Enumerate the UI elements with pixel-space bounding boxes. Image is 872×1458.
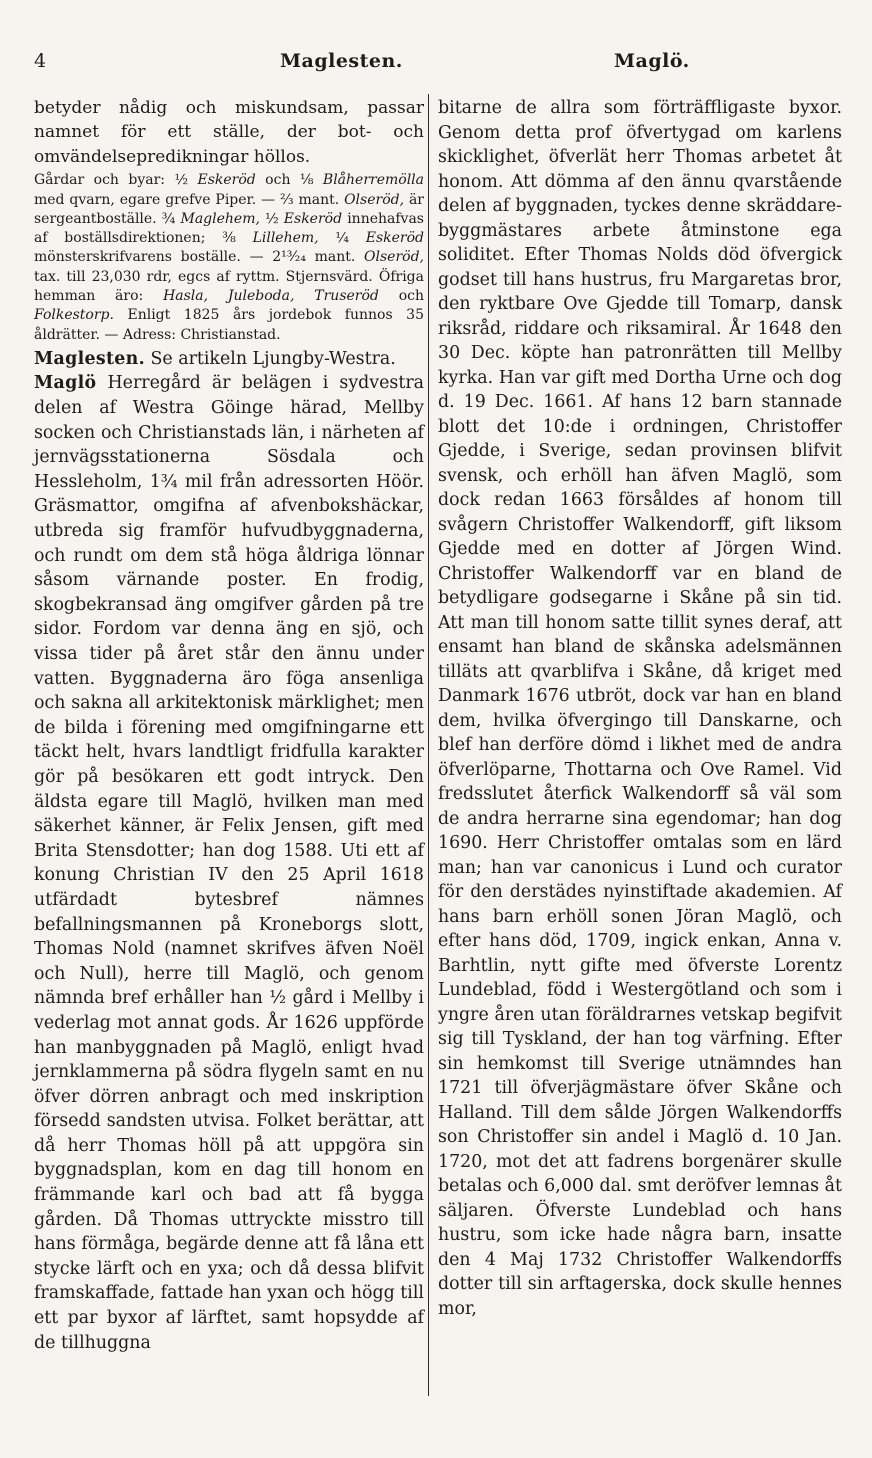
farms-text: mönsterskrifvarens boställe. — 2¹³⁄₂₄ mant.: [34, 249, 365, 266]
farm-name: Eskeröd: [365, 230, 424, 247]
farms-text: innehafvas af boställsdirektionen; ⅜: [34, 210, 424, 247]
maglesten-entry: [34, 347, 424, 372]
farms-text: Gårdar och byar: ½: [34, 172, 198, 189]
farm-name: Folkestorp.: [34, 307, 114, 324]
farms-paragraph: [34, 171, 424, 345]
farms-text: Enligt 1825 års jordebok funnos 35 åldrätter. — Adress: Christianstad.: [34, 307, 424, 343]
farms-text: ¼: [318, 230, 366, 247]
maglesten-text: Se artikeln Ljungby-Westra.: [144, 348, 396, 369]
maglo-text: Herregård är belägen i sydvestra delen af Westra Göinge härad, Mellby socken och Christianstads län, i närheten af jernvägsstationerna Sösdala och Hessleholm, 1¾ mil från adressorten Höör. Gräsmattor, omgifna af afvenbokshäckar, utbreda sig framför hufvudbyggnaderna, och rundt om dem stå höga åldriga lönnar såsom värnande poster. En frodig, skogbekransad äng omgifver gården på tre sidor. Fordom var denna äng en sjö, och vissa tider på året står den ännu under vatten. Byggnaderna äro föga ansenliga och sakna all arkitektonisk märklighet; men de bilda i förening med omgifningarne ett täckt helt, hvars landtligt fridfulla karakter gör på besökaren ett godt intryck. Den äldsta egare till Maglö, hvilken man med säkerhet känner, är Felix Jensen, gift med Brita Stensdotter; han dog 1588. Uti ett af konung Christian IV den 25 April 1618 utfärdadt bytesbref nämnes befallningsmannen på Kroneborgs slott, Thomas Nold (namnet skrifves äfven Noël och Null), herre till Maglö, och genom nämnda bref erhåller han ½ gård i Mellby i vederlag mot annat gods. År 1626 uppförde han manbyggnaden på Maglö, enligt hvad jernklammerna på södra flygeln samt en nu öfver dörren anbragt och med inskription försedd sandsten utvisa. Folket berättar, att då herr Thomas höll på att uppgöra sin byggnadsplan, kom en dag till honom en främmande karl och bad att få bygga gården. Då Thomas uttryckte misstro till hans förmåga, begärde denne att få låna ett stycke lärft och en yxa; och då dessa blifvit framskaffade, fattade han yxan och högg till ett par byxor af lärftet, samt hopsydde af de tillhuggna: [34, 373, 424, 1353]
left-column: [34, 96, 424, 1355]
page-number: 4: [34, 50, 47, 72]
farm-name: Eskeröd: [283, 210, 343, 227]
farm-name: Maglehem,: [180, 210, 260, 227]
farm-name: Eskeröd: [197, 172, 256, 189]
maglo-headword: Maglö: [34, 373, 97, 394]
farm-name: Olseröd,: [344, 191, 405, 208]
farm-name: Olseröd,: [364, 249, 424, 266]
right-column: [438, 96, 842, 1321]
left-running-head: Maglesten.: [280, 50, 403, 72]
farm-name: Lillehem,: [252, 230, 319, 247]
farms-text: och ⅛: [255, 172, 323, 189]
farms-text: ½: [259, 210, 284, 227]
right-column-text: bitarne de allra som förträffligaste byxor. Genom detta prof öfvertygad om karlens skicklighet, öfverlät herr Thomas arbetet åt honom. Att dömma af den ännu qvarstående delen af byggnaden, tyckes denne skräddare-byggmästares arbete åtminstone ega soliditet. Efter Thomas Nolds död öfvergick godset till hans hustrus, fru Margaretas bror, den ryktbare Ove Gjedde till Tomarp, dansk riksråd, riddare och riksamiral. År 1648 den 30 Dec. köpte han patronrätten till Mellby kyrka. Han var gift med Dortha Urne och dog d. 19 Dec. 1661. Af hans 12 barn stannade blott det 10:de i ordningen, Christoffer Gjedde, i Sverige, sedan provinsen blifvit svensk, och erhöll han äfven Maglö, som dock redan 1663 försåldes af honom till svågern Christoffer Walkendorff, gift liksom Gjedde med en dotter af Jörgen Wind. Christoffer Walkendorff var en bland de betydligare godsegarne i Skåne på sin tid. Att man till honom satte tillit synes deraf, att ensamt han bland de skånska adelsmännen tilläts att qvarblifva i Skåne, då kriget med Danmark 1676 utbröt, dock var han en bland dem, hvilka öfvergingo till Danskarne, och blef han derföre dömd i likhet med de andra öfverlöparne, Thottarna och Ove Ramel. Vid fredsslutet återfick Walkendorff så väl som de andra herrarne sina egendomar; han dog 1690. Herr Christoffer omtalas som en lärd man; han var canonicus i Lund och curator för den derstädes nyinstiftade akademien. Af hans barn erhöll sonen Jöran Maglö, och efter hans död, 1709, ingick enkan, Anna v. Barhtlin, nytt gifte med öfverste Lorentz Lundeblad, född i Westergötland och som i yngre åren utan föräldrarnes vetskap begifvit sig till Tyskland, der han tog värfning. Efter sin hemkomst till Sverige utnämndes han 1721 till öfverjägmästare öfver Skåne och Halland. Till dem sålde Jörgen Walkendorffs son Christoffer sin andel i Maglö d. 10 Jan. 1720, mot det att fadrens borgenärer skulle betalas och 6,000 dal. smt deröfver lemnas åt säljaren. Öfverste Lundeblad och hans hustru, som icke hade några barn, insatte den 4 Maj 1732 Christoffer Walkendorffs dotter till sin arftagerska, dock skulle hennes mor,: [438, 98, 842, 1319]
farms-text: med qvarn, egare grefve Piper. — ⅔ mant.: [34, 191, 345, 208]
page-header: [0, 50, 872, 86]
maglo-entry: [34, 371, 424, 1355]
farm-name: Hasla, Juleboda, Truseröd: [163, 288, 379, 304]
intro-paragraph: betyder nådig och miskundsam, passar namnet för ett ställe, der bot- och omvändelsepredikningar höllos.: [34, 98, 424, 167]
farms-text: är sergeantboställe. ¾: [34, 191, 424, 227]
right-running-head: Maglö.: [614, 50, 690, 72]
maglesten-headword: Maglesten.: [34, 348, 145, 369]
farms-text: tax. till 23,030 rdr, egcs af ryttm. Stjernsvärd. Öfriga hemman äro:: [34, 268, 424, 304]
farm-name: Blåherremölla: [322, 172, 424, 189]
column-divider: [428, 94, 429, 1396]
farms-text: och: [378, 288, 424, 304]
